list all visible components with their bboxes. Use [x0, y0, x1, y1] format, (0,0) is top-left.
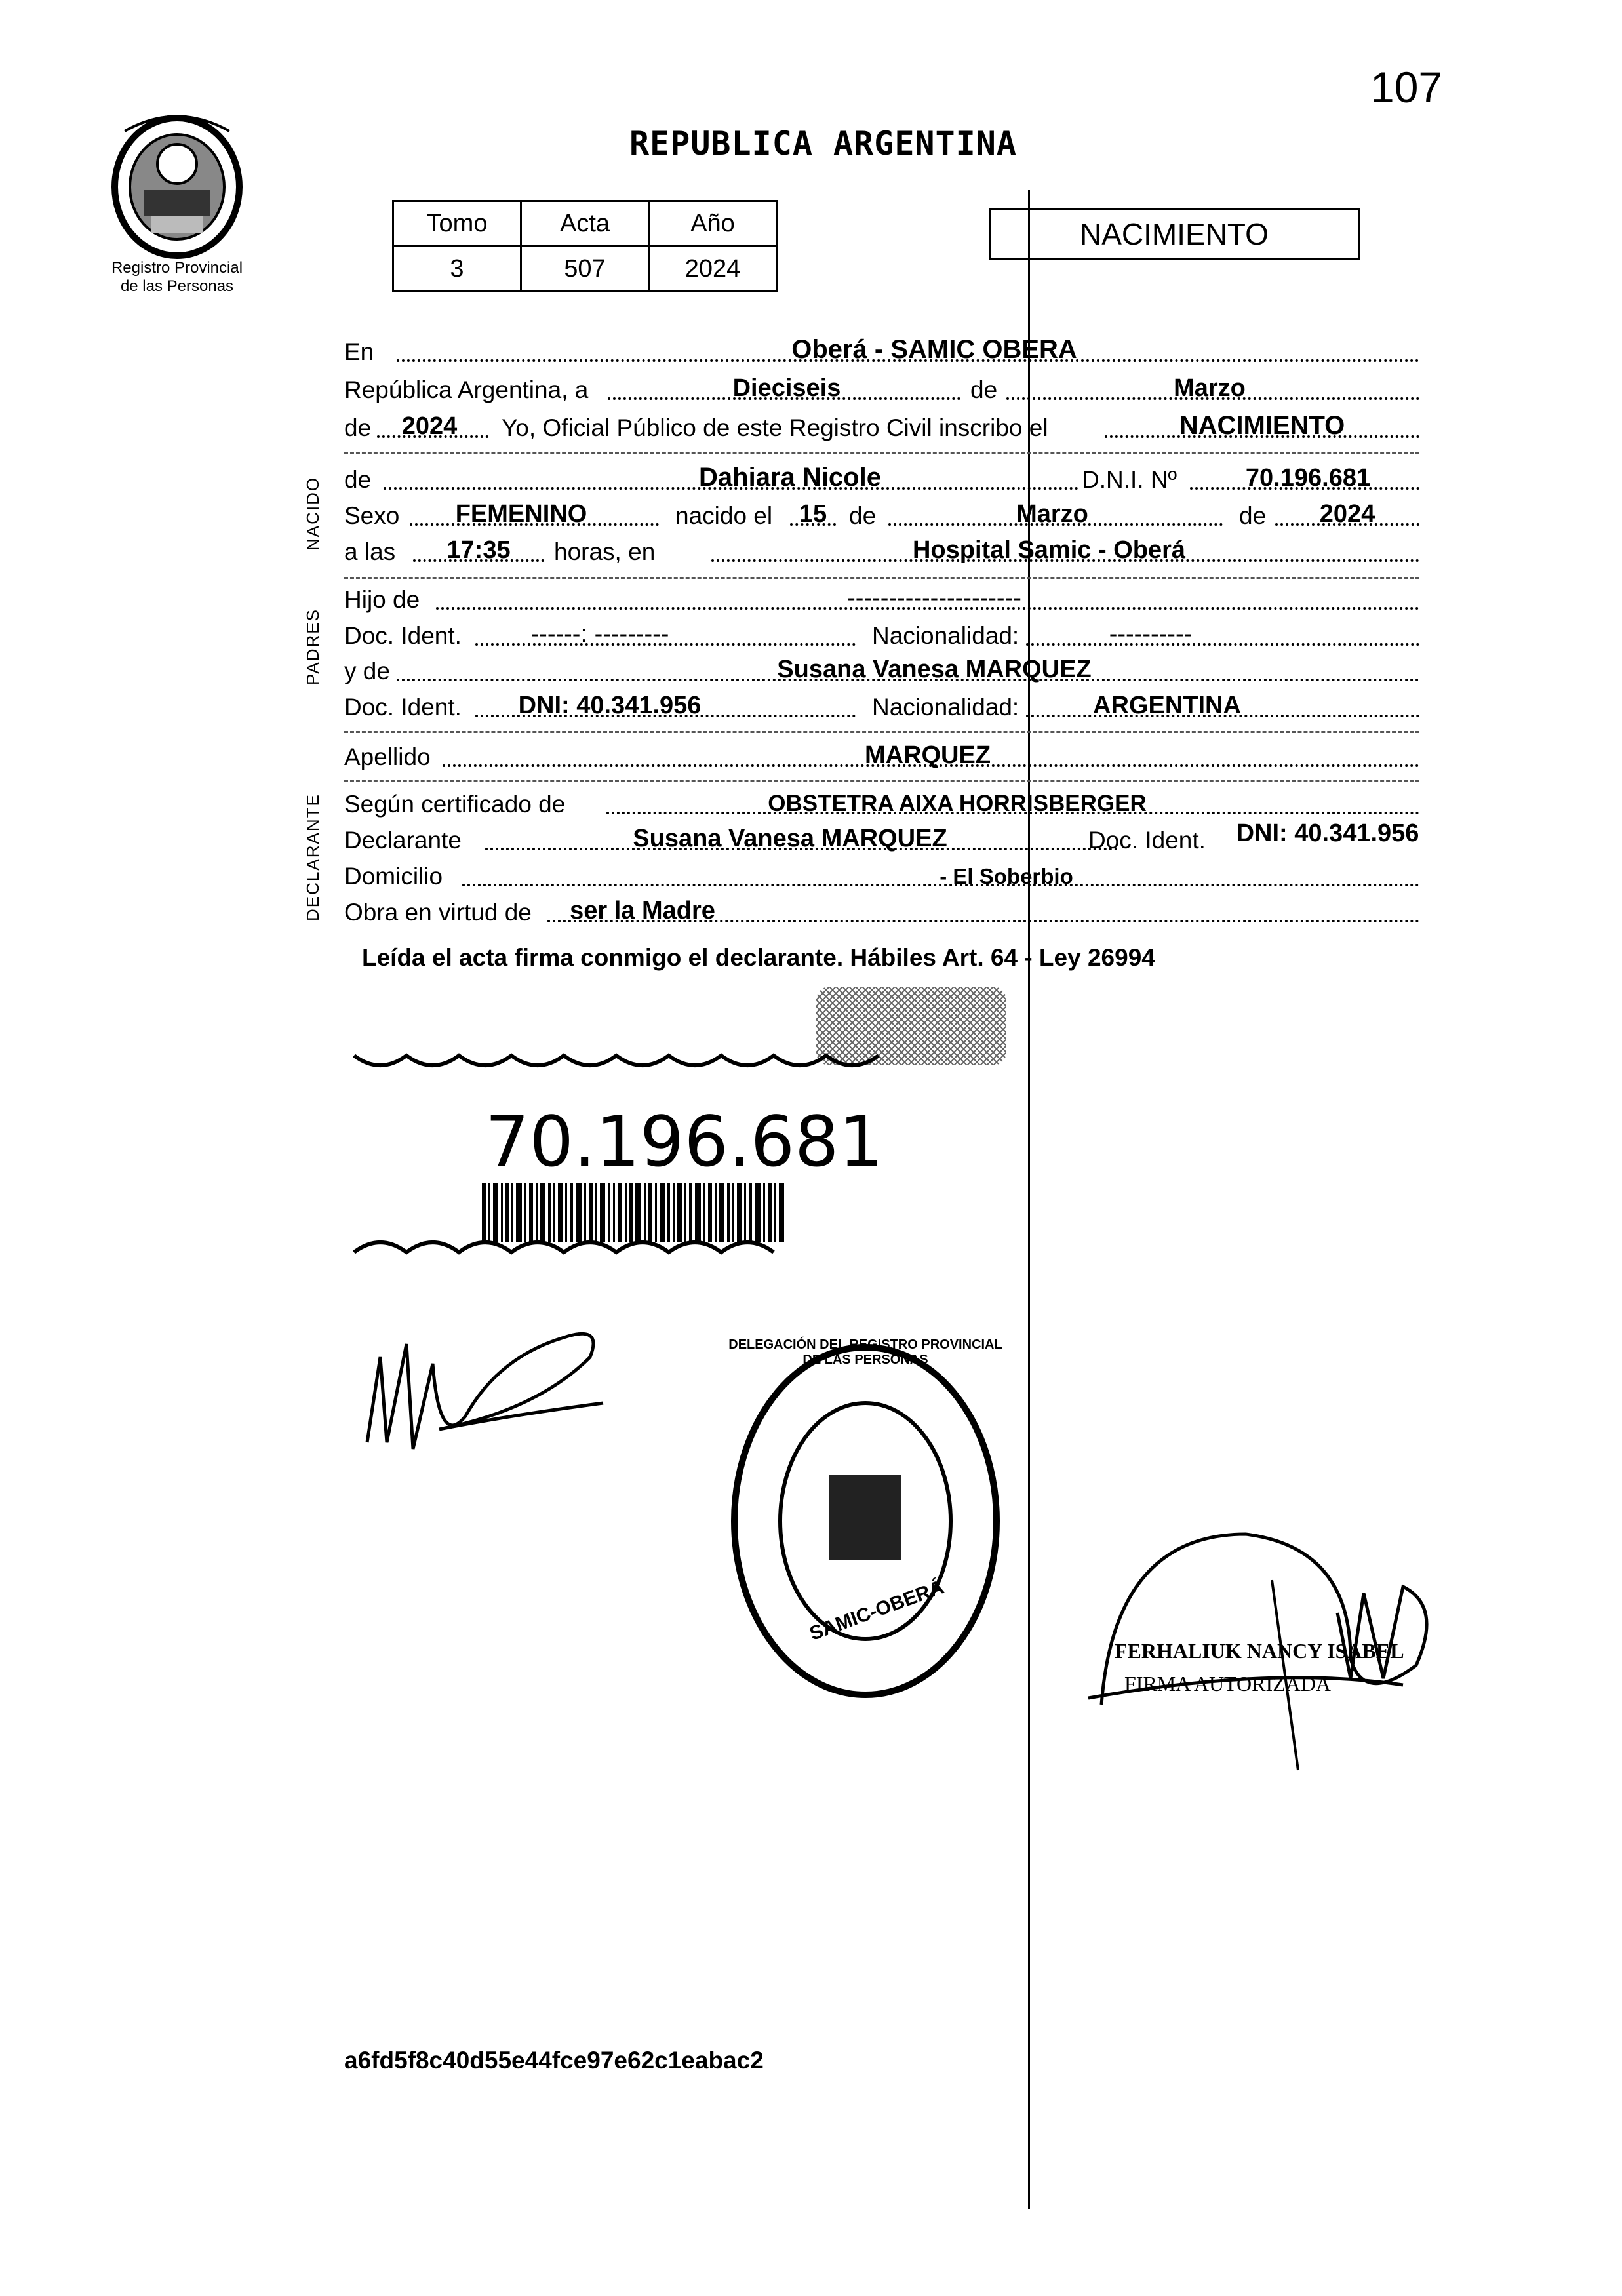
de-label: de: [970, 376, 998, 403]
padres-section-label: PADRES: [303, 608, 323, 685]
newborn-name: Dahiara Nicole: [699, 463, 881, 492]
anio-value: 2024: [649, 247, 777, 292]
row-domicilio: [344, 859, 1419, 893]
birth-place: Hospital Samic - Oberá: [912, 536, 1185, 564]
declarante-value: Susana Vanesa MARQUEZ: [633, 825, 947, 852]
signer-name-stamp: FERHALIUK NANCY ISABEL: [1115, 1639, 1404, 1663]
row-certificado: [344, 787, 1419, 821]
month-value: Marzo: [1174, 374, 1246, 402]
y-de-label: y de: [344, 658, 390, 684]
place-value: Oberá - SAMIC OBERA: [791, 335, 1077, 364]
tomo-header: Tomo: [393, 201, 521, 247]
legal-text: Leída el acta firma conmigo el declarante. Hábiles Art. 64 - Ley 26994: [362, 944, 1155, 971]
mother-doc-label: Doc. Ident.: [344, 694, 462, 721]
father-nationality: ----------: [1109, 620, 1193, 648]
record-meta-table: [392, 200, 778, 292]
official-seal: [728, 1337, 1003, 1705]
de-label-3: de: [1239, 502, 1267, 529]
dni-label: D.N.I. Nº: [1082, 466, 1177, 493]
apellido-value: MARQUEZ: [864, 742, 991, 769]
mother-doc: DNI: 40.341.956: [518, 692, 702, 719]
father-name: ---------------------: [847, 584, 1021, 612]
father-nationality-label: Nacionalidad:: [872, 622, 1019, 649]
mother-nationality: ARGENTINA: [1093, 692, 1241, 719]
declarante-label: Declarante: [344, 827, 462, 854]
logo-caption-line1: Registro Provincial: [111, 259, 243, 277]
hijo-de-label: Hijo de: [344, 586, 420, 613]
row-en: [344, 334, 1419, 368]
declarant-signature: [341, 1318, 623, 1462]
father-doc-label: Doc. Ident.: [344, 622, 462, 649]
de-label-2: de: [849, 502, 877, 529]
row-apellido: [344, 740, 1419, 774]
sexo-label: Sexo: [344, 502, 400, 529]
barcode-icon: [482, 1183, 790, 1242]
horas-label: horas, en: [554, 538, 656, 565]
row-fecha: [344, 372, 1419, 406]
row-padre: [344, 582, 1419, 616]
obra-value: ser la Madre: [570, 897, 715, 924]
row-officer: [344, 410, 1419, 445]
logo-caption: [79, 259, 275, 296]
obra-label: Obra en virtud de: [344, 899, 532, 926]
domicilio-label: Domicilio: [344, 863, 443, 890]
birth-time: 17:35: [446, 536, 511, 564]
cert-label: Según certificado de: [344, 791, 566, 818]
mother-name: Susana Vanesa MARQUEZ: [777, 656, 1092, 683]
barcode-number: 70.196.681: [485, 1101, 883, 1182]
birth-year: 2024: [1319, 500, 1375, 528]
acta-value: 507: [521, 247, 649, 292]
en-label: En: [344, 338, 374, 365]
barcode-label: [341, 1036, 1010, 1285]
birth-day: 15: [799, 500, 827, 528]
seal-text: DELEGACIÓN DEL REGISTRO PROVINCIAL DE LAS PERSONAS: [728, 1337, 1002, 1367]
seal-inner-text: SAMIC-OBERÁ: [806, 1576, 947, 1645]
row-nacido-hora: [344, 534, 1419, 568]
a-las-label: a las: [344, 538, 396, 565]
row-madre-doc: [344, 690, 1419, 724]
cert-value: OBSTETRA AIXA HORRISBERGER: [768, 791, 1147, 816]
document-hash: a6fd5f8c40d55e44fce97e62c1eabac2: [344, 2047, 764, 2074]
declarante-doc: DNI: 40.341.956: [1236, 820, 1419, 847]
mother-nationality-label: Nacionalidad:: [872, 694, 1019, 721]
country-title: REPUBLICA ARGENTINA: [629, 125, 1017, 163]
declarante-doc-label: Doc. Ident.: [1088, 827, 1206, 854]
nacido-section-label: NACIDO: [303, 476, 323, 551]
row-padre-doc: [344, 618, 1419, 652]
year-value: 2024: [401, 412, 458, 440]
signer-title-stamp: FIRMA AUTORIZADA: [1124, 1672, 1331, 1695]
father-doc: ------: ---------: [530, 620, 669, 648]
row-nacido-nombre: [344, 462, 1419, 496]
row-obra: [344, 895, 1419, 929]
nacido-el-label: nacido el: [675, 502, 773, 529]
acta-header: Acta: [521, 201, 649, 247]
sexo-value: FEMENINO: [455, 500, 587, 528]
officer-text: Yo, Oficial Público de este Registro Civil inscribo el: [502, 414, 1048, 441]
page-number: 107: [1370, 63, 1443, 111]
apellido-label: Apellido: [344, 743, 431, 770]
provincial-coat-of-arms-logo: [98, 105, 256, 262]
row-declarante: [344, 820, 1419, 857]
row-madre: [344, 654, 1419, 688]
day-value: Dieciseis: [732, 374, 841, 402]
act-value: NACIMIENTO: [1179, 411, 1345, 440]
newborn-dni: 70.196.681: [1245, 464, 1371, 492]
birth-month: Marzo: [1016, 500, 1088, 528]
de-label: de: [344, 466, 372, 493]
row-nacido-sexo: [344, 498, 1419, 532]
anio-header: Año: [649, 201, 777, 247]
tomo-value: 3: [393, 247, 521, 292]
republica-label: República Argentina, a: [344, 376, 589, 403]
seal-graphic: [728, 1337, 1003, 1705]
document-type-box: NACIMIENTO: [989, 208, 1360, 260]
declarante-section-label: DECLARANTE: [303, 793, 323, 921]
year-prefix-label: de: [344, 414, 372, 441]
domicilio-value: - El Soberbio: [940, 864, 1073, 888]
logo-caption-line2: de las Personas: [120, 277, 234, 295]
authorized-signature-block: [1075, 1508, 1442, 1783]
